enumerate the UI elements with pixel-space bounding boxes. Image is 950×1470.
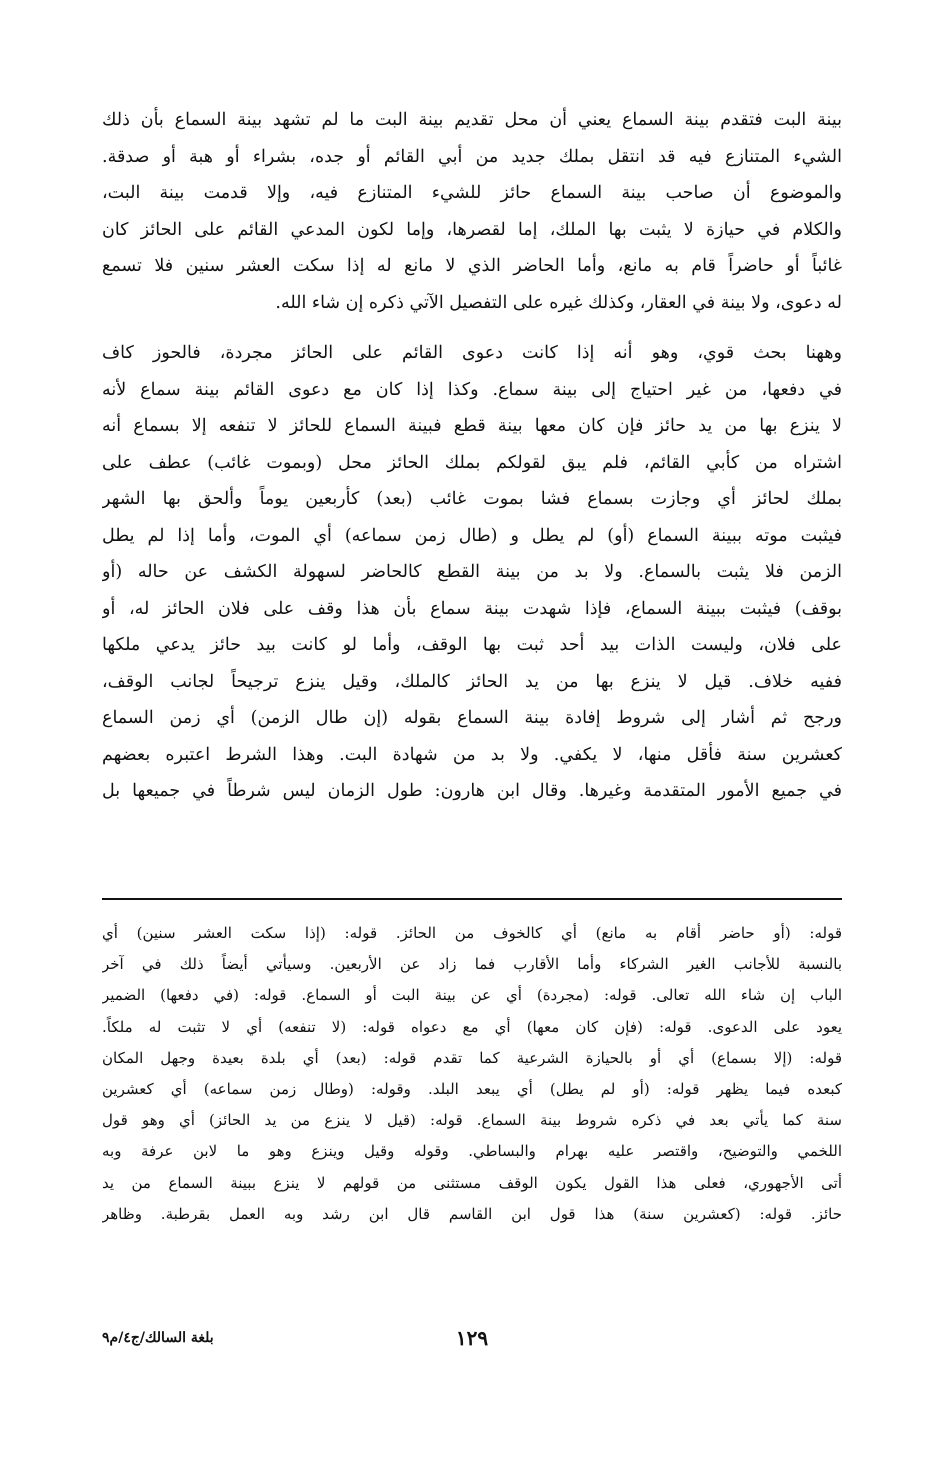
main-text-line: والموضوع أن صاحب بينة السماع حائز للشيء المتنازع فيه، وإلا قدمت بينة البت، [102,183,842,203]
main-text-line: بملك لحائز أي وجازت بسماع فشا بموت غائب (بعد) كأربعين يوماً وألحق بها الشهر [102,489,842,509]
main-text-line: بوقف) فيثبت ببينة السماع، فإذا شهدت بينة سماع بأن هذا وقف على فلان الحائز له، أو [102,598,842,619]
main-text-line: الزمن فلا يثبت بالسماع. ولا بد من بينة القطع كالحاضر لسهولة الكشف عن حاله (أو [102,562,842,582]
main-text-line: له دعوى، ولا بينة في العقار، وكذلك غيره على التفصيل الآتي ذكره إن شاء الله. [275,292,842,313]
main-text-line: بينة البت فتقدم بينة السماع يعني أن محل تقديم بينة البت ما لم تشهد بينة السماع بأن ذلك [102,110,842,130]
footnote-line: اللخمي والتوضيح، واقتصر عليه بهرام والبساطي. وقوله وقيل وينزع وهو ما لابن عرفة وبه [102,1142,842,1161]
main-text-line: على فلان، وليست الذات بيد أحد ثبت بها الوقف، وأما لو كانت بيد حائز يدعي ملكها [102,635,842,655]
footnote-separator-rule [102,898,842,900]
main-text-line: وههنا بحث قوي، وهو أنه إذا كانت دعوى القائم على الحائز مجردة، فالحوز كاف [102,343,842,363]
main-text-line: اشتراه من كأبي القائم، فلم يبق لقولكم بملك الحائز محل (وبموت غائب) عطف على [102,452,842,473]
page-number: ١٢٩ [455,1326,489,1350]
footnote-line: بالنسبة للأجانب الغير الشركاء وأما الأقارب فما زاد عن الأربعين. وسيأتي أيضاً ذلك في آخر [102,955,842,974]
footnote-line: الباب إن شاء الله تعالى. قوله: (مجردة) أي عن بينة البت أو السماع. قوله: (في دفعها) الضمير [102,986,842,1005]
main-text-line: في جميع الأمور المتقدمة وغيرها. وقال ابن هارون: طول الزمان ليس شرطاً في جميعها بل [102,781,842,801]
page-footer [102,1326,842,1356]
footnote-line: قوله: (إلا بسماع) أي أو بالحيازة الشرعية كما تقدم قوله: (بعد) أي بلدة بعيدة وجهل المكان [102,1048,842,1067]
main-text-line: ورجح ثم أشار إلى شروط إفادة بينة السماع بقوله (إن طال الزمن) أي زمن السماع [102,708,842,728]
footnote-line: يعود على الدعوى. قوله: (فإن كان معها) أي مع دعواه قوله: (لا تنفعه) أي لا تثبت له ملكاً. [102,1017,842,1036]
main-text-line: في دفعها، من غير احتياج إلى بينة سماع. وكذا إذا كان مع دعوى القائم بينة سماع لأنه [102,379,842,400]
printer-signature: بلغة السالك/ج٤/م٩ [102,1330,214,1346]
footnote-line: أتى الأجهوري، فعلى هذا القول يكون الوقف مستثنى من قولهم لا ينزع ببينة السماع من يد [102,1173,842,1192]
main-text-body [102,102,842,810]
paragraph-gap [102,321,842,335]
main-text-line: ففيه خلاف. قيل لا ينزع بها من يد الحائز كالملك، وقيل ينزع ترجيحاً لجانب الوقف، [102,671,842,692]
main-text-line: لا ينزع بها من يد حائز فإن كان معها بينة قطع فبينة السماع للحائز لا تنفعه إلا بسماع أنه [102,416,842,436]
main-text-line: والكلام في حيازة لا يثبت بها الملك، إما لقصرها، وإما لكون المدعي القائم على الحائز كان [102,219,842,240]
main-text-line: الشيء المتنازع فيه قد انتقل بملك جديد من أبي القائم أو جده، بشراء أو هبة أو صدقة. [102,146,842,167]
footnote-line: حائز. قوله: (كعشرين سنة) هذا قول ابن القاسم قال ابن رشد وبه العمل بقرطبة. وظاهر [102,1204,842,1223]
footnote-line: كبعده فيما يظهر قوله: (أو لم يطل) أي يبعد البلد. وقوله: (وطال زمن سماعه) أي كعشرين [102,1079,842,1098]
footnotes-section [102,918,842,1230]
footnote-line: سنة كما يأتي بعد في ذكره شروط بينة السماع. قوله: (قيل لا ينزع من يد الحائز) أي وهو قول [102,1111,842,1130]
main-text-line: كعشرين سنة فأقل منها، لا يكفي. ولا بد من شهادة البت. وهذا الشرط اعتبره بعضهم [102,744,842,765]
main-text-line: غائباً أو حاضراً قام به مانع، وأما الحاضر الذي لا مانع له إذا سكت العشر سنين فلا تسمع [102,256,842,276]
main-text-line: فيثبت موته ببينة السماع (أو) لم يطل و (طال زمن سماعه) أي الموت، وأما إذا لم يطل [102,525,842,546]
footnote-line: قوله: (أو حاضر أقام به مانع) أي كالخوف من الحائز. قوله: (إذا سكت العشر سنين) أي [102,924,842,942]
